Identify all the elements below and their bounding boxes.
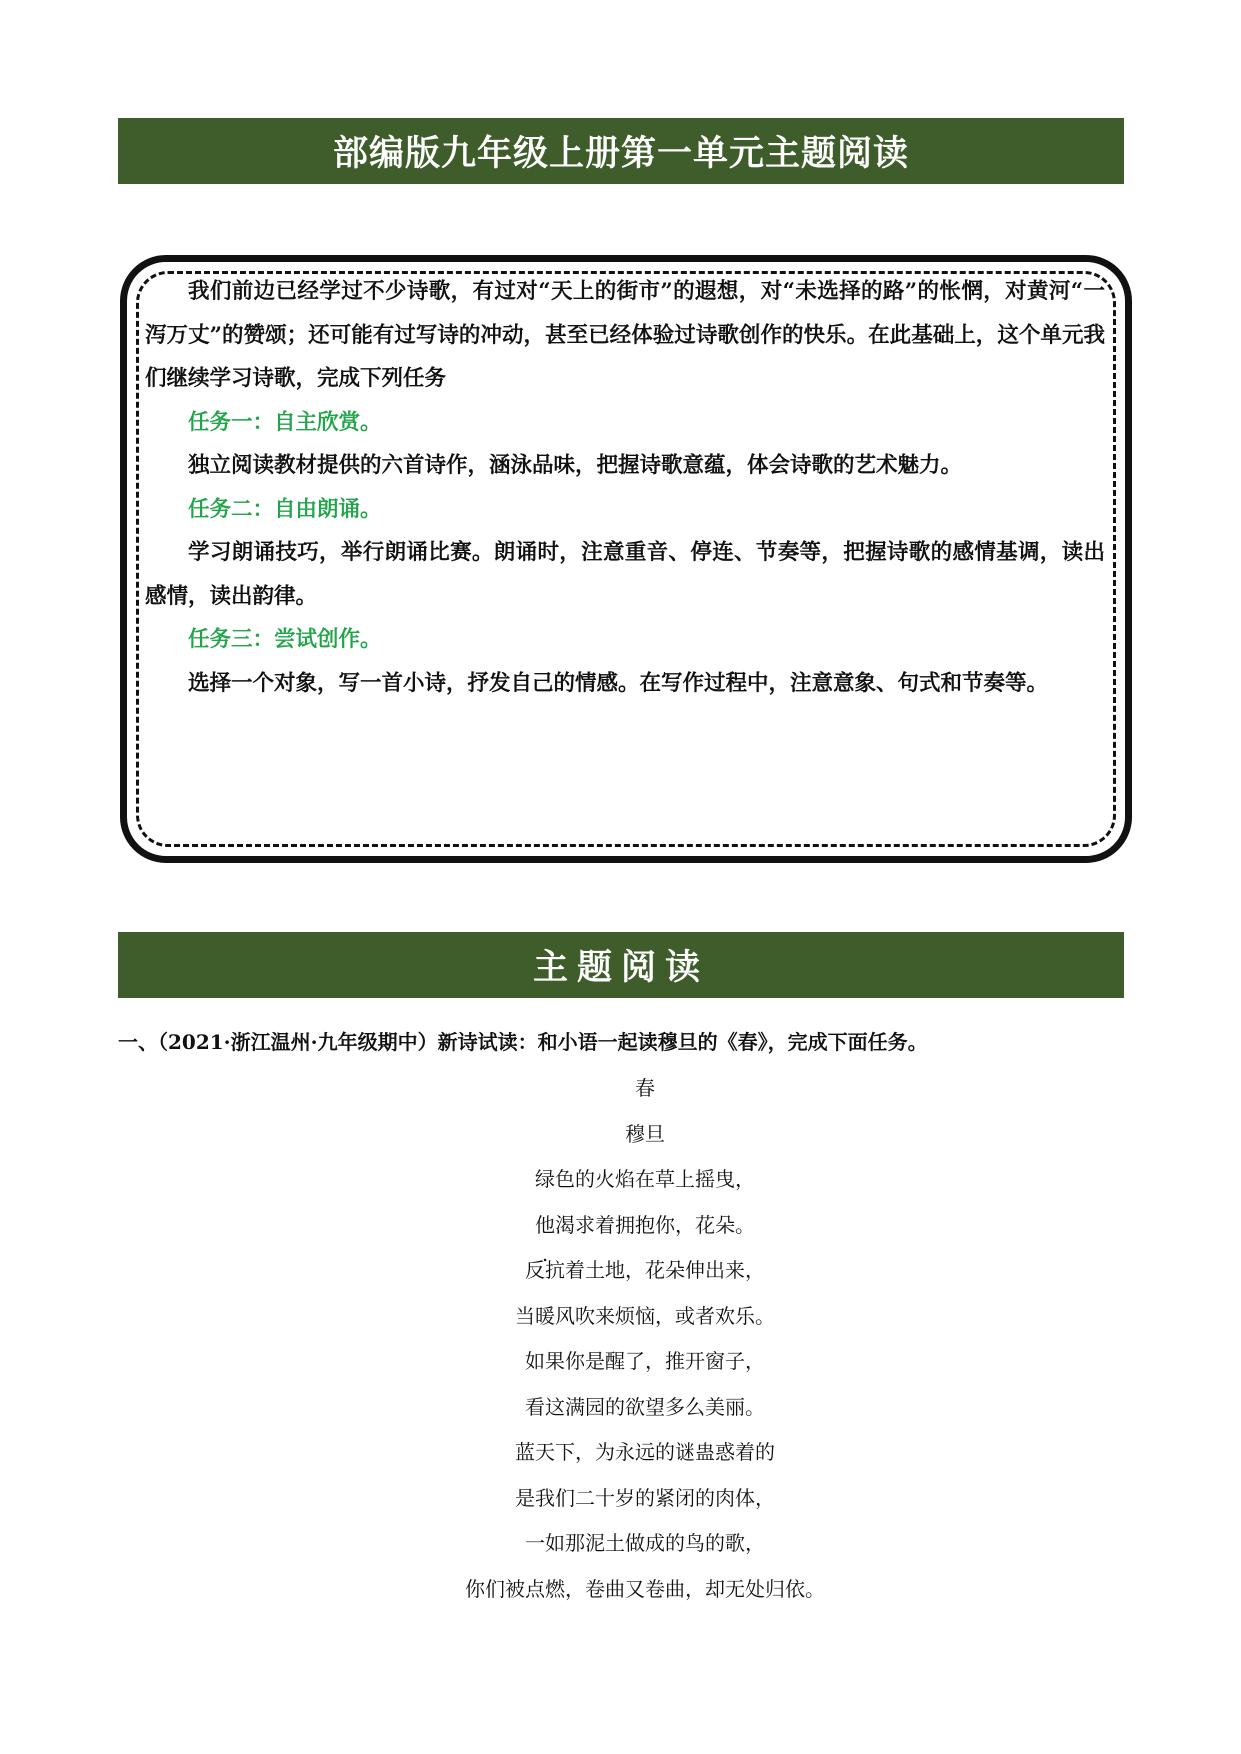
poem-line: 他渴求着拥抱你，花朵。: [535, 1212, 755, 1237]
task-three-heading: 任务三：尝试创作。: [188, 627, 382, 652]
poem-title: 春: [635, 1076, 655, 1100]
header-banner: [118, 118, 1124, 184]
task-three-text: 选择一个对象，写一首小诗，抒发自己的情感。在写作过程中，注意意象、句式和节奏等。: [188, 670, 1049, 696]
section-title: 主题阅读: [532, 948, 709, 988]
poem-line: 看这满园的欲望多么美丽。: [525, 1394, 765, 1419]
poem-line-marked: [0, 1248, 1241, 1294]
page-title: 部编版九年级上册第一单元主题阅读: [332, 134, 909, 174]
section-banner: [118, 932, 1124, 998]
poem-line: 你们被点燃，卷曲又卷曲，却无处归依。: [465, 1576, 825, 1601]
poem-line: 当暖风吹来烦恼，或者欢乐。: [515, 1303, 775, 1328]
poem-line: 是我们二十岁的紧闭的肉体，: [515, 1485, 775, 1510]
emphasis-marked-word: 反抗: [525, 1258, 565, 1282]
task-one-text: 独立阅读教材提供的六首诗作，涵泳品味，把握诗歌意蕴，体会诗歌的艺术魅力。: [188, 453, 963, 478]
poem-line: 如果你是醒了，推开窗子，: [525, 1349, 765, 1373]
intro-paragraph: 我们前边已经学过不少诗歌，有过对“天上的街市”的遐想，对“未选择的路”的怅惘，对黄河“一泻万丈”的赞颂；还可能有过写诗的冲动，甚至已经体验过诗歌创作的快乐。在此基础上，这个单元我们继续学习诗歌，完成下列任务: [145, 279, 1105, 391]
task-two-heading: 任务二：自由朗诵。: [188, 496, 382, 522]
poem-line: 绿色的火焰在草上摇曳，: [535, 1167, 755, 1191]
intro-text: [145, 270, 1105, 705]
poem-author: 穆旦: [625, 1121, 665, 1146]
question-prompt: 一、（2021·浙江温州·九年级期中）新诗试读：和小语一起读穆旦的《春》，完成下面任务。: [118, 1030, 928, 1054]
poem-line: 蓝天下，为永远的谜蛊惑着的: [515, 1440, 775, 1464]
task-one-heading: 任务一：自主欣赏。: [188, 409, 382, 435]
poem: [0, 1066, 1241, 1612]
task-two-text: 学习朗诵技巧，举行朗诵比赛。朗诵时，注意重音、停连、节奏等，把握诗歌的感情基调，读出感情，读出韵律。: [145, 540, 1105, 609]
poem-line: 一如那泥土做成的鸟的歌，: [525, 1531, 765, 1555]
poem-line-rest: 着土地，花朵伸出来，: [565, 1258, 765, 1282]
